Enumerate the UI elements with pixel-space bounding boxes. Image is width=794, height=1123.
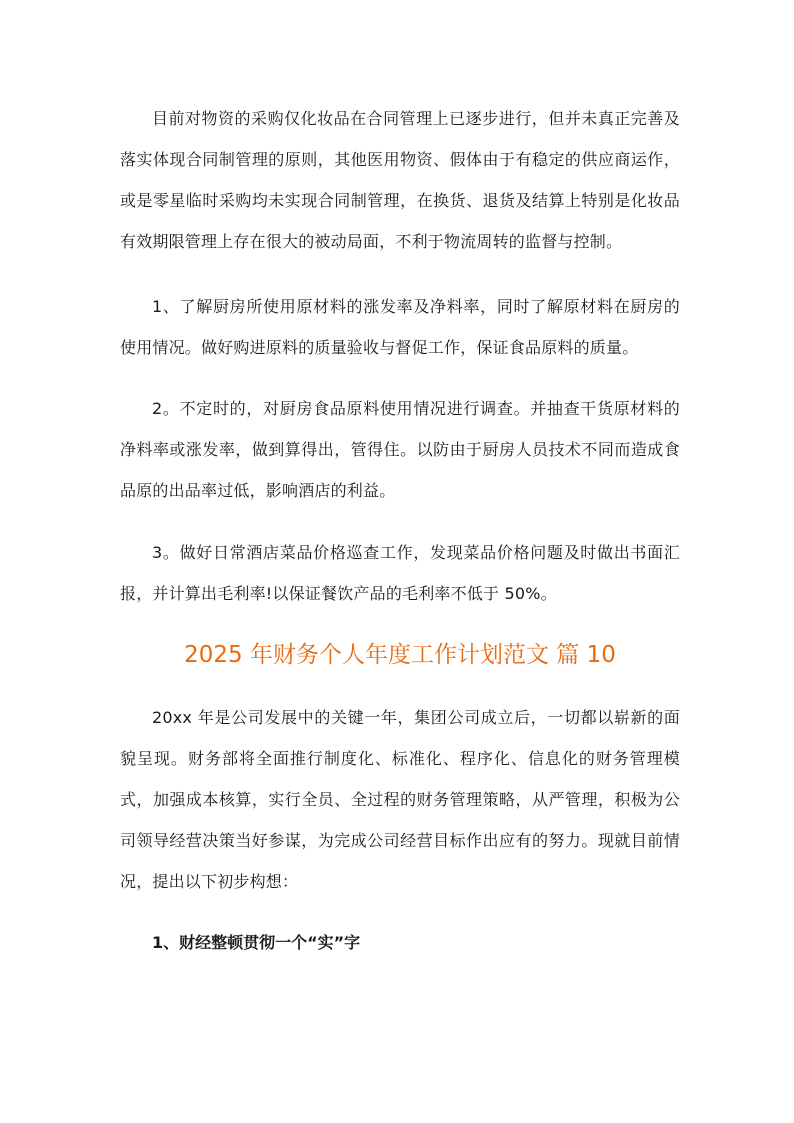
subheading-finance-rectification: 1、财经整顿贯彻一个“实”字 (152, 933, 361, 952)
paragraph-procurement-contracts: 目前对物资的采购仅化妆品在合同管理上已逐步进行，但并未真正完善及落实体现合同制管理的原则，其他医用物资、假体由于有稳定的供应商运作，或是零星临时采购均未实现合同制管理，在换货、退货及结算上特别是化妆品有效期限管理上存在很大的被动局面，不利于物流周转的监督与控制。 (120, 109, 680, 251)
paragraph-item-1: 1、了解厨房所使用原材料的涨发率及净料率，同时了解原材料在厨房的使用情况。做好购进原料的质量验收与督促工作，保证食品原料的质量。 (120, 297, 680, 357)
paragraph-item-3: 3。做好日常酒店菜品价格巡查工作，发现菜品价格问题及时做出书面汇报，并计算出毛利率!以保证餐饮产品的毛利率不低于 50%。 (120, 543, 680, 603)
section-heading: 2025 年财务个人年度工作计划范文 篇 10 (184, 642, 616, 668)
paragraph-item-2: 2。不定时的，对厨房食品原料使用情况进行调查。并抽查干货原材料的净料率或涨发率，做到算得出，管得住。以防由于厨房人员技术不同而造成食品原的出品率过低，影响酒店的利益。 (120, 399, 680, 500)
paragraph-intro-20xx: 20xx 年是公司发展中的关键一年，集团公司成立后，一切都以崭新的面貌呈现。财务部将全面推行制度化、标准化、程序化、信息化的财务管理模式，加强成本核算，实行全员、全过程的财务管理策略，从严管理，积极为公司领导经营决策当好参谋，为完成公司经营目标作出应有的努力。现就目前情况，提出以下初步构想： (120, 708, 680, 891)
